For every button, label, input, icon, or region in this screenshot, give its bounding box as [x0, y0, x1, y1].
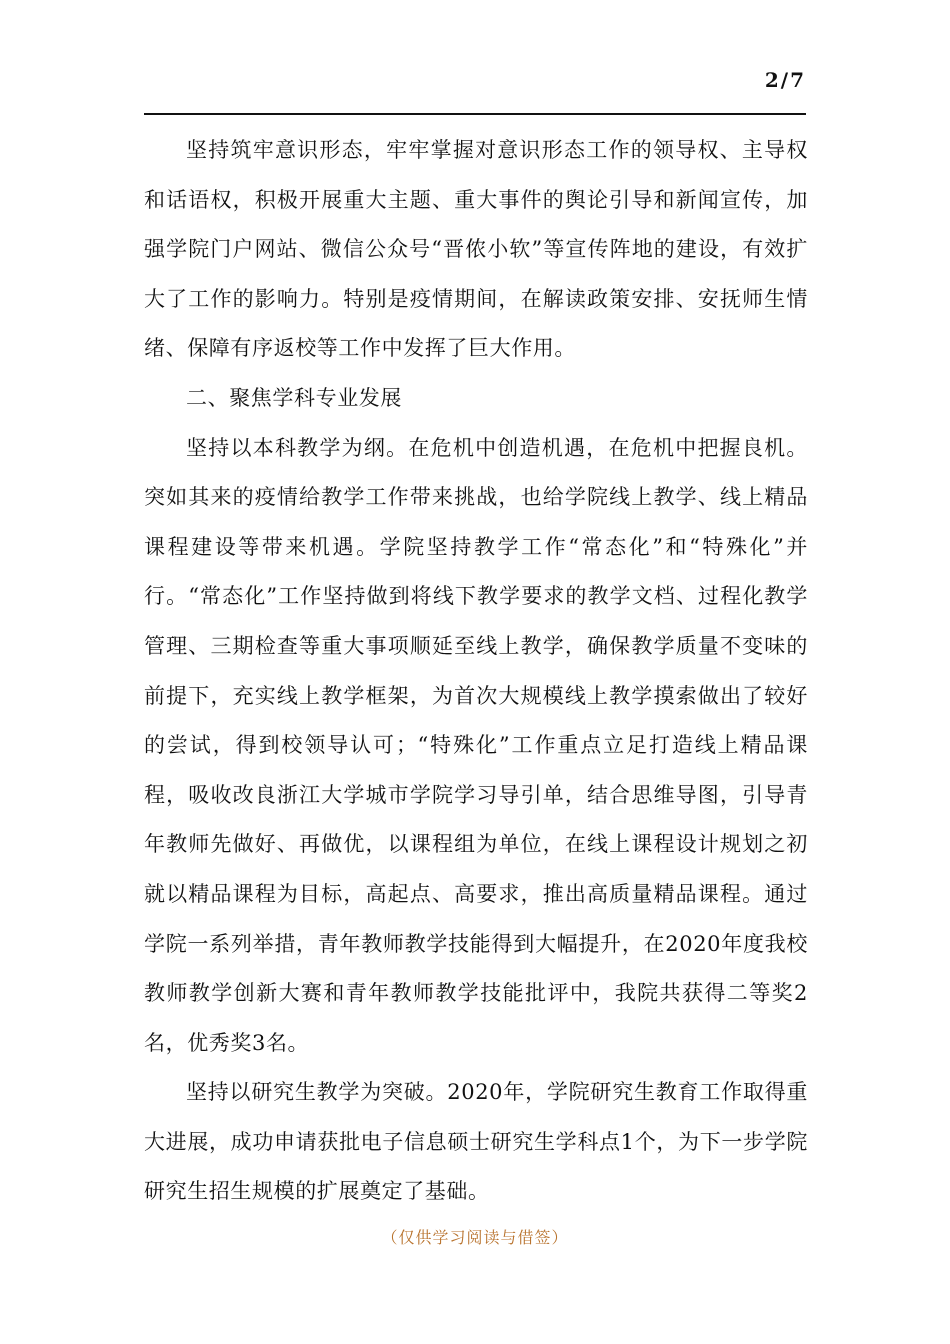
paragraph-graduate-teaching: 坚持以研究生教学为突破。2020年，学院研究生教育工作取得重大进展，成功申请获批电子信息硕士研究生学科点1个，为下一步学院研究生招生规模的扩展奠定了基础。: [144, 1080, 808, 1204]
footer-disclaimer: （仅供学习阅读与借签）: [381, 1228, 569, 1247]
page-number: 2/7: [764, 68, 806, 92]
section-heading-discipline: 二、聚焦学科专业发展: [186, 385, 402, 410]
paragraph-ideology: 坚持筑牢意识形态，牢牢掌握对意识形态工作的领导权、主导权和话语权，积极开展重大主题、重大事件的舆论引导和新闻宣传，加强学院门户网站、微信公众号“晋侬小软”等宣传阵地的建设，有效扩大了工作的影响力。特别是疫情期间，在解读政策安排、安抚师生情绪、保障有序返校等工作中发挥了巨大作用。: [144, 138, 808, 361]
document-body: [144, 126, 808, 1217]
paragraph-undergraduate-teaching: 坚持以本科教学为纲。在危机中创造机遇，在危机中把握良机。突如其来的疫情给教学工作带来挑战，也给学院线上教学、线上精品课程建设等带来机遇。学院坚持教学工作“常态化”和“特殊化”并行。“常态化”工作坚持做到将线下教学要求的教学文档、过程化教学管理、三期检查等重大事项顺延至线上教学，确保教学质量不变味的前提下，充实线上教学框架，为首次大规模线上教学摸索做出了较好的尝试，得到校领导认可；“特殊化”工作重点立足打造线上精品课程，吸收改良浙江大学城市学院学习导引单，结合思维导图，引导青年教师先做好、再做优，以课程组为单位，在线上课程设计规划之初就以精品课程为目标，高起点、高要求，推出高质量精品课程。通过学院一系列举措，青年教师教学技能得到大幅提升，在2020年度我校教师教学创新大赛和青年教师教学技能批评中，我院共获得二等奖2名，优秀奖3名。: [144, 435, 808, 1055]
header-divider: [144, 113, 806, 115]
